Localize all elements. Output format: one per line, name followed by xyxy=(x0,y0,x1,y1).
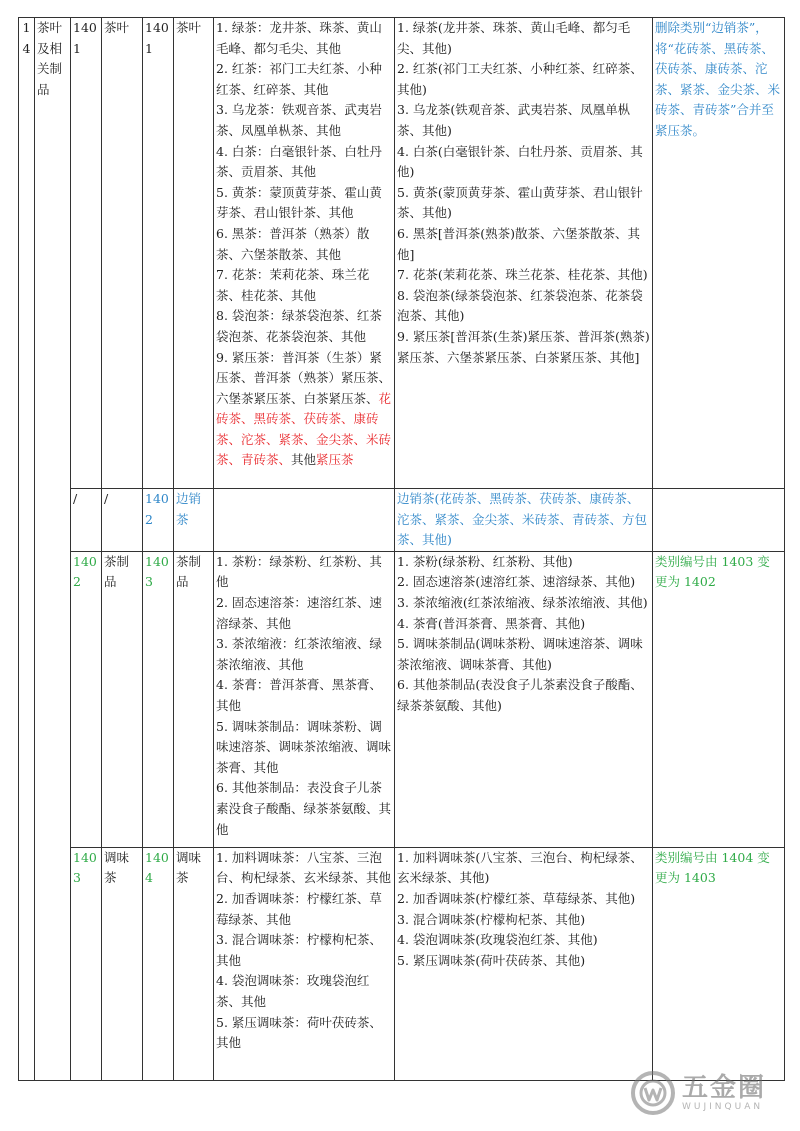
list-item: 7. 花茶(茉莉花茶、珠兰花茶、桂花茶、其他) xyxy=(397,267,648,283)
category-number: 14 xyxy=(19,18,35,1081)
list-item: 6. 其他茶制品(表没食子儿茶素没食子酸酯、绿茶茶氨酸、其他) xyxy=(397,677,643,713)
old-code: 1403 xyxy=(71,847,102,1080)
list-item: 4. 茶膏：普洱茶膏、黑茶膏、其他 xyxy=(216,677,382,713)
old-items xyxy=(214,551,395,847)
new-name: 边销茶 xyxy=(174,489,214,552)
list-item: 3. 混合调味茶：柠檬枸杞茶、其他 xyxy=(216,932,382,968)
list-item: 2. 加香调味茶：柠檬红茶、草莓绿茶、其他 xyxy=(216,890,382,927)
old-items xyxy=(214,18,395,489)
list-item: 4. 白茶(白毫银针茶、白牡丹茶、贡眉茶、其他) xyxy=(397,143,643,180)
watermark-sub: WUJINQUAN xyxy=(682,1101,764,1112)
table-row-tea xyxy=(19,18,785,489)
compressed-tea-tail: 紧压茶 xyxy=(316,452,354,468)
list-item: 9. 紧压茶[普洱茶(生茶)紧压茶、普洱茶(熟茶)紧压茶、六堡茶紧压茶、白茶紧压茶、其他] xyxy=(397,328,650,365)
list-item: 1. 加料调味茶：八宝茶、三泡台、枸杞绿茶、玄米绿茶、其他 xyxy=(216,849,392,886)
new-items xyxy=(395,847,653,1080)
list-item: 2. 红茶：祁门工夫红茶、小种红茶、红碎茶、其他 xyxy=(216,61,382,97)
new-items xyxy=(395,551,653,847)
old-code: 1401 xyxy=(71,18,102,489)
new-code: 1402 xyxy=(143,489,174,552)
change-note: 类别编号由 1404 变更为 1403 xyxy=(653,847,785,1080)
list-item: 5. 紧压调味茶(荷叶茯砖茶、其他) xyxy=(397,952,586,968)
removed-brick-teas: 花砖茶、黑砖茶、茯砖茶、康砖茶、沱茶、紧茶、金尖茶、米砖茶、青砖茶、 xyxy=(216,390,392,468)
list-item: 3. 混合调味茶(柠檬枸杞茶、其他) xyxy=(397,911,586,927)
old-items xyxy=(214,847,395,1080)
old-items-empty xyxy=(214,489,395,552)
list-item: 5. 调味茶制品(调味茶粉、调味速溶茶、调味茶浓缩液、调味茶膏、其他) xyxy=(397,636,643,672)
list-item: 1. 茶粉：绿茶粉、红茶粉、其他 xyxy=(216,553,382,590)
old-code: / xyxy=(71,489,102,552)
list-item: 8. 袋泡茶：绿茶袋泡茶、红茶袋泡茶、花茶袋泡茶、其他 xyxy=(216,308,382,344)
old-code: 1402 xyxy=(71,551,102,847)
watermark xyxy=(630,1068,790,1118)
wujinquan-logo-icon xyxy=(630,1070,676,1116)
table-row-border-tea xyxy=(19,489,785,552)
new-code: 1404 xyxy=(143,847,174,1080)
new-items xyxy=(395,18,653,489)
list-item: 5. 紧压调味茶：荷叶茯砖茶、其他 xyxy=(216,1014,382,1051)
change-note: 类别编号由 1403 变更为 1402 xyxy=(653,551,785,847)
list-item: 7. 花茶：茉莉花茶、珠兰花茶、桂花茶、其他 xyxy=(216,267,370,303)
list-item: 4. 袋泡调味茶(玫瑰袋泡红茶、其他) xyxy=(397,932,598,948)
list-item: 5. 黄茶：蒙顶黄芽茶、霍山黄芽茶、君山银针茶、其他 xyxy=(216,184,382,221)
list-item-compressed-tea xyxy=(216,348,392,472)
list-item: 8. 袋泡茶(绿茶袋泡茶、红茶袋泡茶、花茶袋泡茶、其他) xyxy=(397,287,643,324)
list-item: 6. 黑茶：普洱茶（熟茶）散茶、六堡茶散茶、其他 xyxy=(216,225,370,262)
change-note-empty xyxy=(653,489,785,552)
list-item: 2. 固态速溶茶：速溶红茶、速溶绿茶、其他 xyxy=(216,594,382,631)
list-item: 1. 茶粉(绿茶粉、红茶粉、其他) xyxy=(397,553,573,569)
new-items: 边销茶(花砖茶、黑砖茶、茯砖茶、康砖茶、沱茶、紧茶、金尖茶、米砖茶、青砖茶、方包茶、其他) xyxy=(395,489,653,552)
new-name: 调味茶 xyxy=(174,847,214,1080)
new-name: 茶制品 xyxy=(174,551,214,847)
list-item: 4. 袋泡调味茶：玫瑰袋泡红茶、其他 xyxy=(216,973,370,1009)
list-item: 5. 黄茶(蒙顶黄芽茶、霍山黄芽茶、君山银针茶、其他) xyxy=(397,184,643,221)
list-item: 1. 加料调味茶(八宝茶、三泡台、枸杞绿茶、玄米绿茶、其他) xyxy=(397,849,643,886)
category-name: 茶叶及相关制品 xyxy=(35,18,71,1081)
list-item: 4. 茶膏(普洱茶膏、黑茶膏、其他) xyxy=(397,615,586,631)
table-row-flavored-tea xyxy=(19,847,785,1080)
list-item: 5. 调味茶制品：调味茶粉、调味速溶茶、调味茶浓缩液、调味茶膏、其他 xyxy=(216,718,392,775)
list-item: 1. 绿茶(龙井茶、珠茶、黄山毛峰、都匀毛尖、其他) xyxy=(397,20,631,56)
table-row-tea-products xyxy=(19,551,785,847)
list-item: 6. 黑茶[普洱茶(熟茶)散茶、六堡茶散茶、其他] xyxy=(397,225,641,262)
old-name: 茶叶 xyxy=(102,18,143,489)
new-code: 1403 xyxy=(143,551,174,847)
old-name: / xyxy=(102,489,143,552)
list-item: 4. 白茶：白毫银针茶、白牡丹茶、贡眉茶、其他 xyxy=(216,143,382,180)
old-name: 调味茶 xyxy=(102,847,143,1080)
watermark-name: 五金圈 xyxy=(682,1072,767,1103)
list-item: 2. 加香调味茶(柠檬红茶、草莓绿茶、其他) xyxy=(397,890,636,906)
old-name: 茶制品 xyxy=(102,551,143,847)
category-comparison-table xyxy=(18,17,785,1081)
list-item: 3. 乌龙茶(铁观音茶、武夷岩茶、凤凰单枞茶、其他) xyxy=(397,102,631,138)
new-code: 1401 xyxy=(143,18,174,489)
list-item: 6. 其他茶制品：表没食子儿茶素没食子酸酯、绿茶茶氨酸、其他 xyxy=(216,780,392,837)
new-name: 茶叶 xyxy=(174,18,214,489)
list-item: 3. 茶浓缩液：红茶浓缩液、绿茶浓缩液、其他 xyxy=(216,636,382,672)
list-item: 1. 绿茶：龙井茶、珠茶、黄山毛峰、都匀毛尖、其他 xyxy=(216,20,382,56)
list-item: 2. 固态速溶茶(速溶红茶、速溶绿茶、其他) xyxy=(397,574,636,590)
compressed-tea-other: 其他 xyxy=(291,452,317,468)
change-note: 删除类别“边销茶”，将“花砖茶、黑砖茶、茯砖茶、康砖茶、沱茶、紧茶、金尖茶、米砖茶、青砖茶”合并至紧压茶。 xyxy=(653,18,785,489)
list-item: 2. 红茶(祁门工夫红茶、小种红茶、红碎茶、其他) xyxy=(397,61,643,97)
compressed-tea-text: 9. 紧压茶：普洱茶（生茶）紧压茶、普洱茶（熟茶）紧压茶、六堡茶紧压茶、白茶紧压茶、 xyxy=(216,349,392,406)
list-item: 3. 茶浓缩液(红茶浓缩液、绿茶浓缩液、其他) xyxy=(397,594,648,610)
list-item: 3. 乌龙茶：铁观音茶、武夷岩茶、凤凰单枞茶、其他 xyxy=(216,102,382,138)
